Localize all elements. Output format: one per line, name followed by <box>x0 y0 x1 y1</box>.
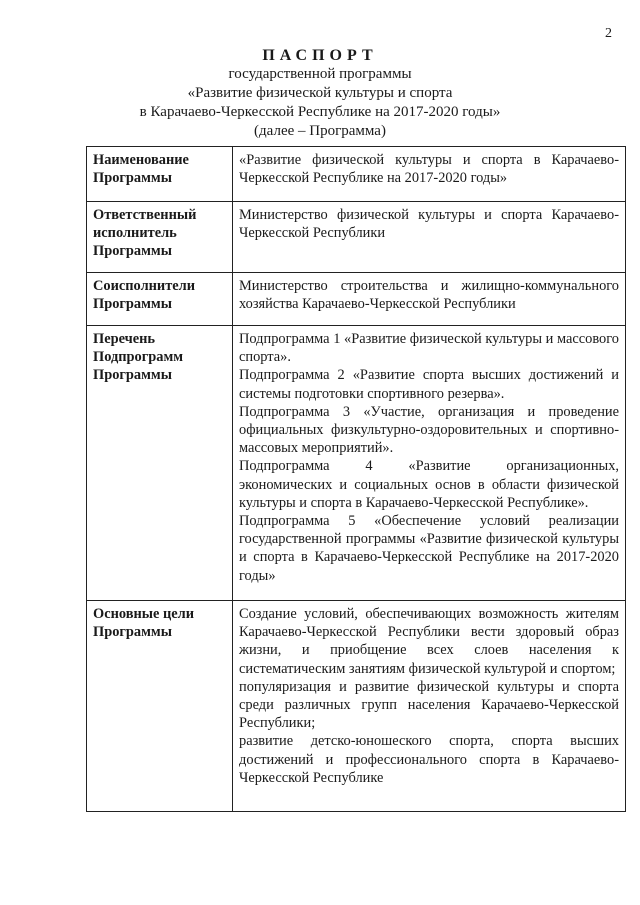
page-number: 2 <box>605 26 612 41</box>
table-row-co-executors <box>87 273 626 326</box>
row-value <box>233 147 626 202</box>
table-row-subprograms <box>87 326 626 601</box>
row-paragraph: Подпрограмма 4 «Развитие организационных, экономических и социальных основ в области физической культуры и спорта в Карачаево-Черкесской Республике». <box>239 458 619 511</box>
row-value <box>233 273 626 326</box>
row-value <box>233 202 626 273</box>
row-paragraph: «Развитие физической культуры и спорта в Карачаево-Черкесской Республике на 2017-2020 годы» <box>239 152 619 187</box>
row-paragraph: Подпрограмма 1 «Развитие физической культуры и массового спорта». <box>239 331 619 366</box>
row-label: Основные цели Программы <box>87 601 233 812</box>
row-value <box>233 601 626 812</box>
row-paragraph: Подпрограмма 2 «Развитие спорта высших достижений и системы подготовки спортивного резерва». <box>239 367 619 402</box>
subtitle-line-3: в Карачаево-Черкесской Республике на 2017-2020 годы» <box>139 104 501 120</box>
row-paragraph: Подпрограмма 3 «Участие, организация и проведение официальных физкультурно-оздоровительных и спортивно-массовых мероприятий». <box>239 403 619 457</box>
row-paragraph: развитие детско-юношеского спорта, спорта высших достижений и профессионального спорта в Карачаево-Черкесской Республике <box>239 733 619 786</box>
row-label: Наименование Программы <box>87 147 233 202</box>
table-row-main-goals <box>87 601 626 812</box>
table-row-responsible-executor <box>87 202 626 273</box>
row-value <box>233 326 626 601</box>
document-header <box>0 46 640 141</box>
subtitle-line-4: (далее – Программа) <box>254 123 386 139</box>
row-label: Ответственный исполнитель Программы <box>87 202 233 273</box>
row-paragraph: Министерство строительства и жилищно-коммунального хозяйства Карачаево-Черкесской Республики <box>239 278 619 313</box>
row-label: Перечень Подпрограмм Программы <box>87 326 233 601</box>
subtitle-line-1: государственной программы <box>228 66 412 82</box>
subtitle-line-2: «Развитие физической культуры и спорта <box>187 85 453 101</box>
document-title: ПАСПОРТ <box>262 47 378 64</box>
passport-table <box>86 146 626 812</box>
row-paragraph: Министерство физической культуры и спорта Карачаево-Черкесской Республики <box>239 207 619 242</box>
row-paragraph: Создание условий, обеспечивающих возможность жителям Карачаево-Черкесской Республики вести здоровый образ жизни, и приобщение всех слоев населения к систематическим занятиям физической культурой и спортом; <box>239 606 619 677</box>
row-label: Соисполнители Программы <box>87 273 233 326</box>
table-row-program-name <box>87 147 626 202</box>
row-paragraph: популяризация и развитие физической культуры и спорта среди различных групп населения Карачаево-Черкесской Республики; <box>239 678 619 732</box>
row-paragraph: Подпрограмма 5 «Обеспечение условий реализации государственной программы «Развитие физической культуры и спорта в Карачаево-Черкесской Республике на 2017-2020 годы» <box>239 513 619 584</box>
